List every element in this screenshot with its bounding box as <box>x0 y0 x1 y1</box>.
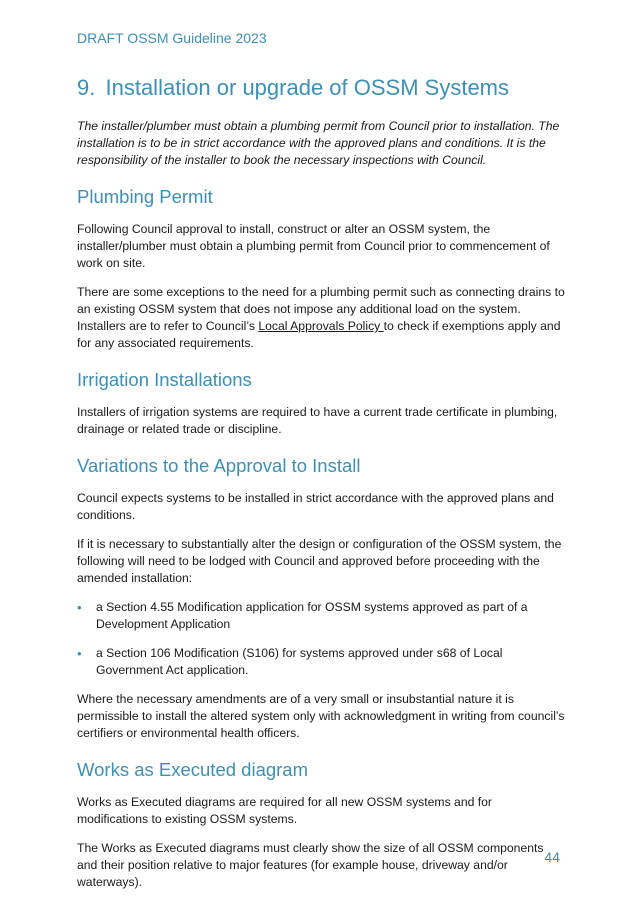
paragraph-text: There are some exceptions to the need for a plumbing permit such as connecting drains to an existing OSSM system that does not impose any additional load on the system. Installers are to refer to Council’s <box>77 285 565 333</box>
section-plumbing-permit <box>77 185 565 352</box>
paragraph: The Works as Executed diagrams must clearly show the size of all OSSM components and their position relative to major features (for example house, driveway and/or waterways). <box>77 841 544 889</box>
section-irrigation <box>77 368 565 438</box>
paragraph: If it is necessary to substantially alter the design or configuration of the OSSM system, the following will need to be lodged with Council and approved before proceeding with the amended installation: <box>77 537 562 585</box>
paragraph-text: to check if exemptions apply and for any associated requirements. <box>77 319 561 350</box>
bullet-icon: • <box>77 646 82 661</box>
list-item-text: a Section 4.55 Modification application for OSSM systems approved as part of a Development Application <box>96 600 528 631</box>
chapter-title <box>77 72 565 104</box>
page-number: 44 <box>544 849 560 865</box>
chapter-number: 9. <box>77 75 96 100</box>
section-heading-variations: Variations to the Approval to Install <box>77 455 361 476</box>
section-heading-irrigation: Irrigation Installations <box>77 369 252 390</box>
bullet-icon: • <box>77 600 82 615</box>
list-item-text: a Section 106 Modification (S106) for systems approved under s68 of Local Government Act application. <box>96 646 503 677</box>
page-content <box>77 72 565 903</box>
list-item <box>77 645 565 679</box>
local-approvals-policy-link[interactable]: Local Approvals Policy <box>258 319 384 333</box>
section-heading-works-as-executed: Works as Executed diagram <box>77 759 309 780</box>
section-heading-plumbing-permit: Plumbing Permit <box>77 186 213 207</box>
paragraph: Works as Executed diagrams are required for all new OSSM systems and for modifications to existing OSSM systems. <box>77 795 492 826</box>
section-works-as-executed <box>77 758 565 891</box>
paragraph: Council expects systems to be installed in strict accordance with the approved plans and conditions. <box>77 491 554 522</box>
paragraph: Where the necessary amendments are of a very small or insubstantial nature it is permissible to install the altered system only with acknowledgment in writing from council’s certifiers or environmental health officers. <box>77 692 565 740</box>
paragraph <box>77 284 565 352</box>
bullet-list <box>77 599 565 679</box>
section-variations <box>77 454 565 742</box>
chapter-intro: The installer/plumber must obtain a plumbing permit from Council prior to installation. The installation is to be in strict accordance with the approved plans and conditions. It is the responsibility of the installer to book the necessary inspections with Council. <box>77 119 560 167</box>
chapter-title-text: Installation or upgrade of OSSM Systems <box>105 75 510 100</box>
paragraph: Following Council approval to install, construct or alter an OSSM system, the installer/plumber must obtain a plumbing permit from Council prior to commencement of work on site. <box>77 222 550 270</box>
running-header: DRAFT OSSM Guideline 2023 <box>77 30 267 46</box>
list-item <box>77 599 565 633</box>
paragraph: Installers of irrigation systems are required to have a current trade certificate in plumbing, drainage or related trade or discipline. <box>77 405 558 436</box>
